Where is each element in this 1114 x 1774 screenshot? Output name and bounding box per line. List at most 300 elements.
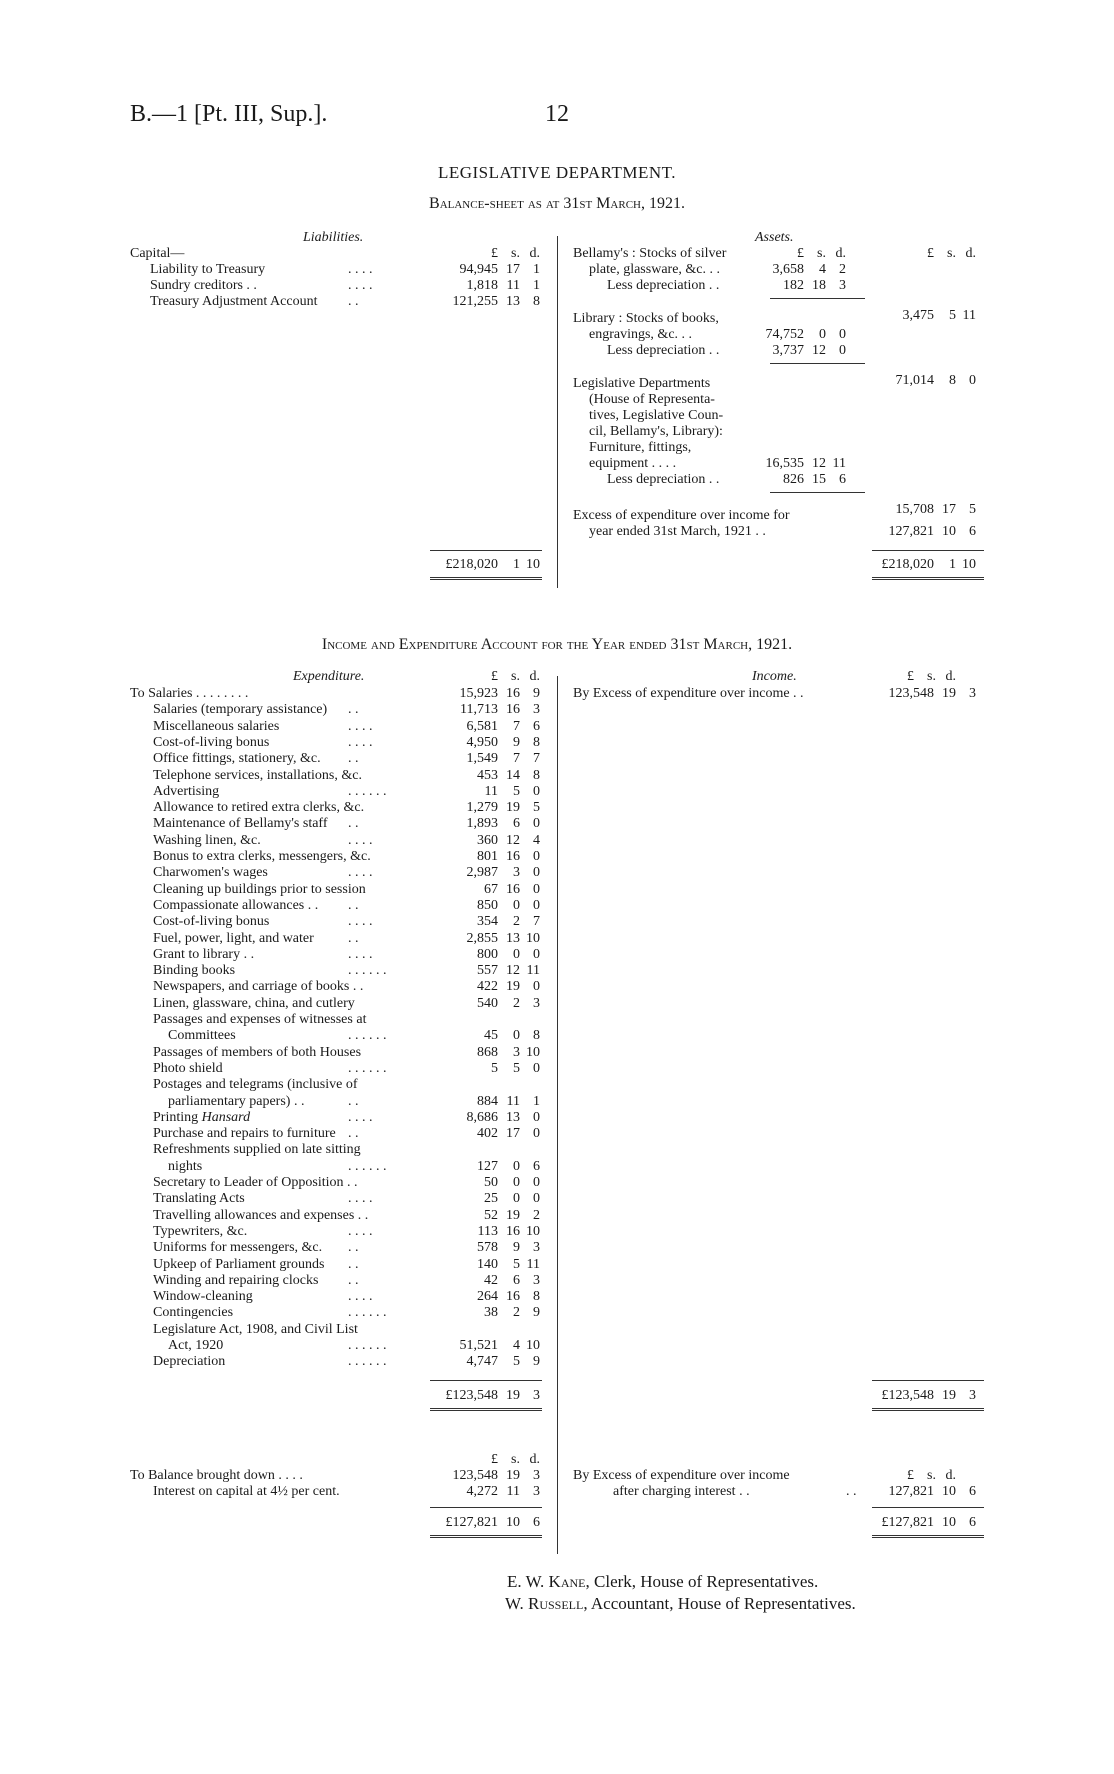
asset-label-line: Bellamy's : Stocks of silver <box>573 246 727 261</box>
expenditure-amount <box>426 751 540 767</box>
liability-amount-shillings: 13 <box>506 294 520 309</box>
balance-left-total-rule <box>430 1507 542 1508</box>
asset-label-line: tives, Legislative Coun- <box>589 408 724 423</box>
assets-total-pounds: £218,020 <box>881 557 934 572</box>
expenditure-label: parliamentary papers) . . <box>168 1094 305 1109</box>
expenditure-dots: . . . . <box>348 1110 373 1125</box>
expenditure-amount <box>426 931 540 947</box>
expenditure-amount-shillings: 5 <box>513 1257 520 1272</box>
balance-left-amount <box>426 1484 540 1500</box>
asset-label-line: equipment . . . . <box>589 456 677 471</box>
expenditure-amount <box>426 1208 540 1224</box>
expenditure-label: Passages and expenses of witnesses at <box>153 1012 367 1027</box>
expenditure-amount-pounds: 360 <box>477 833 498 848</box>
expenditure-amount-pounds: 11,713 <box>460 702 498 717</box>
income-amount-pounds: 123,548 <box>888 686 934 701</box>
balance-left-total-pence: 6 <box>533 1515 540 1530</box>
asset-label-line: Less depreciation . . <box>607 278 720 293</box>
expenditure-dots: . . . . <box>348 865 373 880</box>
expenditure-amount <box>426 849 540 865</box>
expenditure-amount-pounds: 2,987 <box>466 865 498 880</box>
balance-left-total-shillings: 10 <box>506 1515 520 1530</box>
expenditure-amount-pounds: 402 <box>477 1126 498 1141</box>
assets-total-shillings: 1 <box>949 557 956 572</box>
asset-sub-amount-pounds: 182 <box>783 278 804 293</box>
expenditure-dots: . . . . . . <box>348 1061 387 1076</box>
expenditure-label: Bonus to extra clerks, messengers, &c. <box>153 849 371 864</box>
expenditure-amount-pounds: 800 <box>477 947 498 962</box>
expenditure-amount-pence: 7 <box>533 751 540 766</box>
expenditure-amount-shillings: 16 <box>506 686 520 701</box>
expenditure-amount-pounds: 5 <box>491 1061 498 1076</box>
asset-label-line: Less depreciation . . <box>607 472 720 487</box>
asset-sub-amount-shillings: 0 <box>819 327 826 342</box>
expenditure-label: Fuel, power, light, and water <box>153 931 314 946</box>
liabilities-currency-header <box>426 246 540 262</box>
expenditure-amount-pounds: 801 <box>477 849 498 864</box>
expenditure-amount <box>426 947 540 963</box>
balance-left-amount-pounds: 4,272 <box>466 1484 498 1499</box>
assets-sub-currency-header-shillings: s. <box>817 246 826 261</box>
asset-label-line: year ended 31st March, 1921 . . <box>589 524 766 539</box>
expenditure-amount-pounds: 11 <box>484 784 498 799</box>
liability-dots: . . <box>348 294 359 309</box>
liability-amount-pounds: 94,945 <box>459 262 498 277</box>
income-currency-header-shillings: s. <box>927 669 936 684</box>
liability-dots: . . . . <box>348 278 373 293</box>
asset-sub-amount <box>736 327 846 343</box>
expenditure-amount <box>426 686 540 702</box>
expenditure-amount-shillings: 9 <box>513 1240 520 1255</box>
asset-label-line: engravings, &c. . . <box>589 327 693 342</box>
expenditure-label: Advertising <box>153 784 220 799</box>
expenditure-label: Typewriters, &c. <box>153 1224 248 1239</box>
expenditure-amount-shillings: 4 <box>513 1338 520 1353</box>
liability-amount-pence: 8 <box>533 294 540 309</box>
liability-amount-pence: 1 <box>533 262 540 277</box>
liabilities-total-pounds: £218,020 <box>445 557 498 572</box>
expenditure-amount-pence: 9 <box>533 686 540 701</box>
balance-right-amount-shillings: 10 <box>942 1484 956 1499</box>
expenditure-amount-shillings: 16 <box>506 849 520 864</box>
income-total-rule <box>872 1380 984 1381</box>
asset-total-pounds: 3,475 <box>902 308 934 323</box>
expenditure-dots: . . . . <box>348 1289 373 1304</box>
balance-right-total-double-rule <box>872 1535 984 1538</box>
balance-left-label: Interest on capital at 4½ per cent. <box>153 1484 340 1499</box>
asset-total-shillings: 8 <box>949 373 956 388</box>
asset-sub-amount-pounds: 3,737 <box>772 343 804 358</box>
expenditure-label: Linen, glassware, china, and cutlery <box>153 996 355 1011</box>
expenditure-amount <box>426 1354 540 1370</box>
expenditure-amount-pence: 4 <box>533 833 540 848</box>
expenditure-amount-pounds: 15,923 <box>459 686 498 701</box>
expenditure-amount-pounds: 8,686 <box>466 1110 498 1125</box>
expenditure-dots: . . . . . . <box>348 1338 387 1353</box>
expenditure-amount-pounds: 578 <box>477 1240 498 1255</box>
expenditure-amount-shillings: 0 <box>513 1175 520 1190</box>
expenditure-dots: . . <box>348 751 359 766</box>
expenditure-total-pounds: £123,548 <box>445 1388 498 1403</box>
liabilities-total-pence: 10 <box>526 557 540 572</box>
expenditure-total-shillings: 19 <box>506 1388 520 1403</box>
asset-sub-amount-shillings: 12 <box>812 456 826 471</box>
expenditure-amount-shillings: 9 <box>513 735 520 750</box>
asset-subtotal-rule <box>770 492 865 493</box>
expenditure-amount <box>426 768 540 784</box>
balance-right-label-line: after charging interest . . <box>613 1484 750 1499</box>
expenditure-amount-shillings: 13 <box>506 931 520 946</box>
asset-total <box>862 308 976 324</box>
expenditure-amount <box>426 702 540 718</box>
expenditure-currency-header <box>426 669 540 685</box>
assets-sub-currency-header-pence: d. <box>835 246 846 261</box>
asset-sub-amount <box>736 278 846 294</box>
expenditure-dots: . . <box>348 816 359 831</box>
expenditure-amount-pence: 1 <box>533 1094 540 1109</box>
expenditure-amount-shillings: 0 <box>513 1159 520 1174</box>
expenditure-currency-header-pence: d. <box>529 669 540 684</box>
asset-sub-amount <box>736 262 846 278</box>
expenditure-currency-header-pounds: £ <box>491 669 498 684</box>
liability-dots: . . . . <box>348 262 373 277</box>
liability-amount-pounds: 121,255 <box>452 294 498 309</box>
income-heading: Income. <box>752 669 797 684</box>
balance-left-total <box>426 1515 540 1531</box>
balance-sheet-divider <box>557 236 558 588</box>
asset-label-line: Library : Stocks of books, <box>573 311 719 326</box>
expenditure-amount-pence: 11 <box>526 963 540 978</box>
expenditure-dots: . . . . . . <box>348 963 387 978</box>
asset-sub-amount-pence: 0 <box>839 343 846 358</box>
expenditure-amount-pence: 0 <box>533 979 540 994</box>
expenditure-label: Grant to library . . <box>153 947 255 962</box>
liabilities-currency-header-shillings: s. <box>511 246 520 261</box>
balance-right-total-shillings: 10 <box>942 1515 956 1530</box>
expenditure-amount-pence: 6 <box>533 1159 540 1174</box>
expenditure-amount-shillings: 11 <box>506 1094 520 1109</box>
expenditure-amount <box>426 1289 540 1305</box>
expenditure-dots: . . <box>348 702 359 717</box>
expenditure-amount-pounds: 4,747 <box>466 1354 498 1369</box>
asset-sub-amount <box>736 456 846 472</box>
balance-left-currency-header-pounds: £ <box>491 1452 498 1467</box>
expenditure-amount-pence: 0 <box>533 1126 540 1141</box>
expenditure-amount-pounds: 51,521 <box>459 1338 498 1353</box>
income-total-shillings: 19 <box>942 1388 956 1403</box>
expenditure-label: Contingencies <box>153 1305 234 1320</box>
asset-sub-amount-pence: 0 <box>839 327 846 342</box>
assets-currency-header-pounds: £ <box>927 246 934 261</box>
expenditure-amount-pounds: 1,893 <box>466 816 498 831</box>
balance-right-currency-header-pounds: £ <box>907 1468 914 1483</box>
page-title: LEGISLATIVE DEPARTMENT. <box>437 163 677 182</box>
asset-total-pence: 0 <box>969 373 976 388</box>
expenditure-amount-pence: 0 <box>533 1175 540 1190</box>
assets-total-pence: 10 <box>962 557 976 572</box>
balance-right-amount <box>862 1484 976 1500</box>
expenditure-label: Salaries (temporary assistance) <box>153 702 328 717</box>
expenditure-dots: . . . . . . <box>348 1159 387 1174</box>
balance-left-currency-header <box>426 1452 540 1468</box>
asset-total <box>862 373 976 389</box>
expenditure-label: To Salaries . . . . . . . . <box>130 686 249 701</box>
income-currency-header <box>862 669 956 685</box>
expenditure-amount-shillings: 0 <box>513 898 520 913</box>
expenditure-amount-pence: 10 <box>526 931 540 946</box>
liabilities-heading: Liabilities. <box>303 230 364 245</box>
expenditure-amount-shillings: 12 <box>506 833 520 848</box>
asset-total-pence: 6 <box>969 524 976 539</box>
balance-sheet-heading: Balance-sheet as at 31st March, 1921. <box>429 195 685 212</box>
asset-sub-amount-pence: 11 <box>832 456 846 471</box>
asset-total-pounds: 127,821 <box>888 524 934 539</box>
expenditure-label: Depreciation <box>153 1354 226 1369</box>
expenditure-amount-pounds: 38 <box>484 1305 498 1320</box>
liability-label: Liability to Treasury <box>150 262 266 277</box>
income-total-pence: 3 <box>969 1388 976 1403</box>
expenditure-amount <box>426 1305 540 1321</box>
expenditure-amount-pence: 3 <box>533 996 540 1011</box>
expenditure-dots: . . . . <box>348 1191 373 1206</box>
expenditure-amount <box>426 979 540 995</box>
income-currency-header-pence: d. <box>945 669 956 684</box>
expenditure-dots: . . . . . . <box>348 1028 387 1043</box>
asset-total <box>862 502 976 518</box>
asset-subtotal-rule <box>770 298 865 299</box>
income-account-heading: Income and Expenditure Account for the Year ended 31st March, 1921. <box>321 636 793 653</box>
expenditure-dots: . . <box>348 898 359 913</box>
expenditure-amount-pence: 9 <box>533 1354 540 1369</box>
asset-subtotal-rule <box>770 363 865 364</box>
expenditure-amount <box>426 800 540 816</box>
balance-right-currency-header <box>862 1468 956 1484</box>
balance-right-total-pence: 6 <box>969 1515 976 1530</box>
expenditure-amount-pounds: 354 <box>477 914 498 929</box>
expenditure-amount-pence: 0 <box>533 1191 540 1206</box>
expenditure-amount-pence: 9 <box>533 1305 540 1320</box>
assets-currency-header-shillings: s. <box>947 246 956 261</box>
liabilities-total-double-rule <box>430 577 542 580</box>
expenditure-dots: . . . . <box>348 947 373 962</box>
expenditure-label: Telephone services, installations, &c. <box>153 768 362 783</box>
asset-sub-amount-shillings: 18 <box>812 278 826 293</box>
expenditure-label: Miscellaneous salaries <box>153 719 280 734</box>
expenditure-amount-pounds: 67 <box>484 882 498 897</box>
expenditure-amount <box>426 898 540 914</box>
expenditure-label: Passages of members of both Houses <box>153 1045 362 1060</box>
expenditure-amount-pounds: 127 <box>477 1159 498 1174</box>
expenditure-amount <box>426 1110 540 1126</box>
expenditure-label: Purchase and repairs to furniture <box>153 1126 336 1141</box>
expenditure-amount-pence: 0 <box>533 865 540 880</box>
expenditure-label: Uniforms for messengers, &c. <box>153 1240 323 1255</box>
expenditure-amount <box>426 1061 540 1077</box>
expenditure-amount-pence: 0 <box>533 882 540 897</box>
asset-sub-amount <box>736 472 846 488</box>
asset-label-line: Excess of expenditure over income for <box>573 508 790 523</box>
expenditure-amount-pounds: 422 <box>477 979 498 994</box>
expenditure-label: Postages and telegrams (inclusive of <box>153 1077 358 1092</box>
expenditure-label: Cost-of-living bonus <box>153 735 270 750</box>
expenditure-label: Secretary to Leader of Opposition . . <box>153 1175 358 1190</box>
assets-total-double-rule <box>872 577 984 580</box>
expenditure-dots: . . <box>348 1094 359 1109</box>
expenditure-amount-shillings: 0 <box>513 1028 520 1043</box>
balance-left-amount-pence: 3 <box>533 1468 540 1483</box>
liability-amount-pounds: 1,818 <box>466 278 498 293</box>
signature-accountant: W. Russell, Accountant, House of Representatives. <box>505 1594 856 1613</box>
expenditure-label: Cost-of-living bonus <box>153 914 270 929</box>
liability-label: Sundry creditors . . <box>150 278 257 293</box>
asset-total-pence: 5 <box>969 502 976 517</box>
expenditure-dots: . . <box>348 1240 359 1255</box>
balance-left-currency-header-shillings: s. <box>511 1452 520 1467</box>
expenditure-amount <box>426 1273 540 1289</box>
expenditure-amount-pence: 8 <box>533 768 540 783</box>
asset-label-line: Less depreciation . . <box>607 343 720 358</box>
expenditure-amount-pence: 5 <box>533 800 540 815</box>
expenditure-amount-shillings: 16 <box>506 882 520 897</box>
expenditure-amount-pounds: 884 <box>477 1094 498 1109</box>
expenditure-amount-pounds: 42 <box>484 1273 498 1288</box>
asset-sub-amount-shillings: 12 <box>812 343 826 358</box>
expenditure-label: Washing linen, &c. <box>153 833 261 848</box>
expenditure-label: Office fittings, stationery, &c. <box>153 751 321 766</box>
expenditure-amount-shillings: 16 <box>506 702 520 717</box>
asset-sub-amount-pence: 6 <box>839 472 846 487</box>
expenditure-label: Maintenance of Bellamy's staff <box>153 816 328 831</box>
expenditure-dots: . . <box>348 931 359 946</box>
expenditure-label: Travelling allowances and expenses . . <box>153 1208 369 1223</box>
expenditure-amount <box>426 735 540 751</box>
liabilities-total <box>426 557 540 573</box>
expenditure-amount-shillings: 6 <box>513 1273 520 1288</box>
assets-sub-currency-header <box>736 246 846 262</box>
expenditure-dots: . . . . <box>348 719 373 734</box>
income-amount-shillings: 19 <box>942 686 956 701</box>
expenditure-amount <box>426 1338 540 1354</box>
expenditure-amount-pounds: 1,549 <box>466 751 498 766</box>
expenditure-amount <box>426 882 540 898</box>
expenditure-dots: . . . . . . <box>348 1354 387 1369</box>
expenditure-amount-pounds: 113 <box>477 1224 498 1239</box>
expenditure-amount <box>426 865 540 881</box>
income-total-pounds: £123,548 <box>881 1388 934 1403</box>
expenditure-amount-pounds: 45 <box>484 1028 498 1043</box>
income-total <box>862 1388 976 1404</box>
asset-sub-amount-pence: 3 <box>839 278 846 293</box>
balance-right-label-line: By Excess of expenditure over income <box>573 1468 790 1483</box>
assets-currency-header <box>882 246 976 262</box>
expenditure-amount <box>426 914 540 930</box>
expenditure-amount-shillings: 5 <box>513 1354 520 1369</box>
expenditure-dots: . . <box>348 1257 359 1272</box>
balance-left-label: To Balance brought down . . . . <box>130 1468 303 1483</box>
expenditure-amount <box>426 833 540 849</box>
expenditure-label-italic: Hansard <box>201 1110 251 1125</box>
expenditure-amount-pence: 0 <box>533 784 540 799</box>
asset-total <box>862 524 976 540</box>
expenditure-amount-shillings: 16 <box>506 1224 520 1239</box>
expenditure-amount <box>426 1094 540 1110</box>
expenditure-amount <box>426 963 540 979</box>
asset-sub-amount <box>736 343 846 359</box>
expenditure-amount-pence: 3 <box>533 1240 540 1255</box>
balance-right-total <box>862 1515 976 1531</box>
expenditure-amount <box>426 1175 540 1191</box>
balance-left-amount-pence: 3 <box>533 1484 540 1499</box>
liabilities-currency-header-pounds: £ <box>491 246 498 261</box>
expenditure-amount-shillings: 7 <box>513 719 520 734</box>
expenditure-label: Charwomen's wages <box>153 865 268 880</box>
liabilities-currency-header-pence: d. <box>529 246 540 261</box>
expenditure-amount <box>426 1159 540 1175</box>
expenditure-amount-pounds: 557 <box>477 963 498 978</box>
expenditure-label: Photo shield <box>153 1061 223 1076</box>
balance-right-currency-header-shillings: s. <box>927 1468 936 1483</box>
expenditure-amount-pounds: 140 <box>477 1257 498 1272</box>
expenditure-amount-pounds: 4,950 <box>466 735 498 750</box>
expenditure-amount-pence: 3 <box>533 702 540 717</box>
liabilities-total-rule <box>430 550 542 551</box>
liability-amount-shillings: 11 <box>506 278 520 293</box>
balance-right-total-rule <box>872 1507 984 1508</box>
expenditure-dots: . . <box>348 1273 359 1288</box>
asset-sub-amount-pounds: 16,535 <box>765 456 804 471</box>
income-account-divider <box>557 676 558 1554</box>
asset-total-shillings: 5 <box>949 308 956 323</box>
expenditure-amount-shillings: 7 <box>513 751 520 766</box>
expenditure-label: Cleaning up buildings prior to session <box>153 882 366 897</box>
expenditure-amount-pence: 8 <box>533 1028 540 1043</box>
assets-total-rule <box>872 550 984 551</box>
expenditure-label: Refreshments supplied on late sitting <box>153 1142 361 1157</box>
balance-left-amount-pounds: 123,548 <box>452 1468 498 1483</box>
asset-sub-amount-pounds: 826 <box>783 472 804 487</box>
expenditure-label: Printing Hansard <box>153 1110 251 1125</box>
asset-total-shillings: 10 <box>942 524 956 539</box>
expenditure-total-double-rule <box>430 1408 542 1411</box>
asset-total-pounds: 15,708 <box>895 502 934 517</box>
expenditure-amount-pounds: 453 <box>477 768 498 783</box>
liabilities-total-shillings: 1 <box>513 557 520 572</box>
expenditure-label: Winding and repairing clocks <box>153 1273 319 1288</box>
asset-label-line: plate, glassware, &c. . . <box>589 262 721 277</box>
asset-sub-amount-shillings: 15 <box>812 472 826 487</box>
liability-amount-shillings: 17 <box>506 262 520 277</box>
expenditure-amount-pence: 0 <box>533 849 540 864</box>
expenditure-label: Translating Acts <box>153 1191 245 1206</box>
expenditure-label: Newspapers, and carriage of books . . <box>153 979 364 994</box>
liability-label: Treasury Adjustment Account <box>150 294 318 309</box>
document-reference: B.—1 [Pt. III, Sup.]. <box>130 101 328 127</box>
balance-left-amount-shillings: 11 <box>506 1484 520 1499</box>
expenditure-amount-shillings: 14 <box>506 768 520 783</box>
expenditure-amount <box>426 1257 540 1273</box>
expenditure-heading: Expenditure. <box>293 669 365 684</box>
expenditure-amount-shillings: 13 <box>506 1110 520 1125</box>
balance-right-amount-pounds: 127,821 <box>888 1484 934 1499</box>
expenditure-dots: . . . . <box>348 735 373 750</box>
asset-label-line: Legislative Departments <box>573 376 711 391</box>
balance-right-currency-header-pence: d. <box>945 1468 956 1483</box>
balance-left-amount <box>426 1468 540 1484</box>
expenditure-label: Binding books <box>153 963 236 978</box>
expenditure-amount-shillings: 5 <box>513 1061 520 1076</box>
expenditure-amount-shillings: 19 <box>506 1208 520 1223</box>
expenditure-amount <box>426 816 540 832</box>
